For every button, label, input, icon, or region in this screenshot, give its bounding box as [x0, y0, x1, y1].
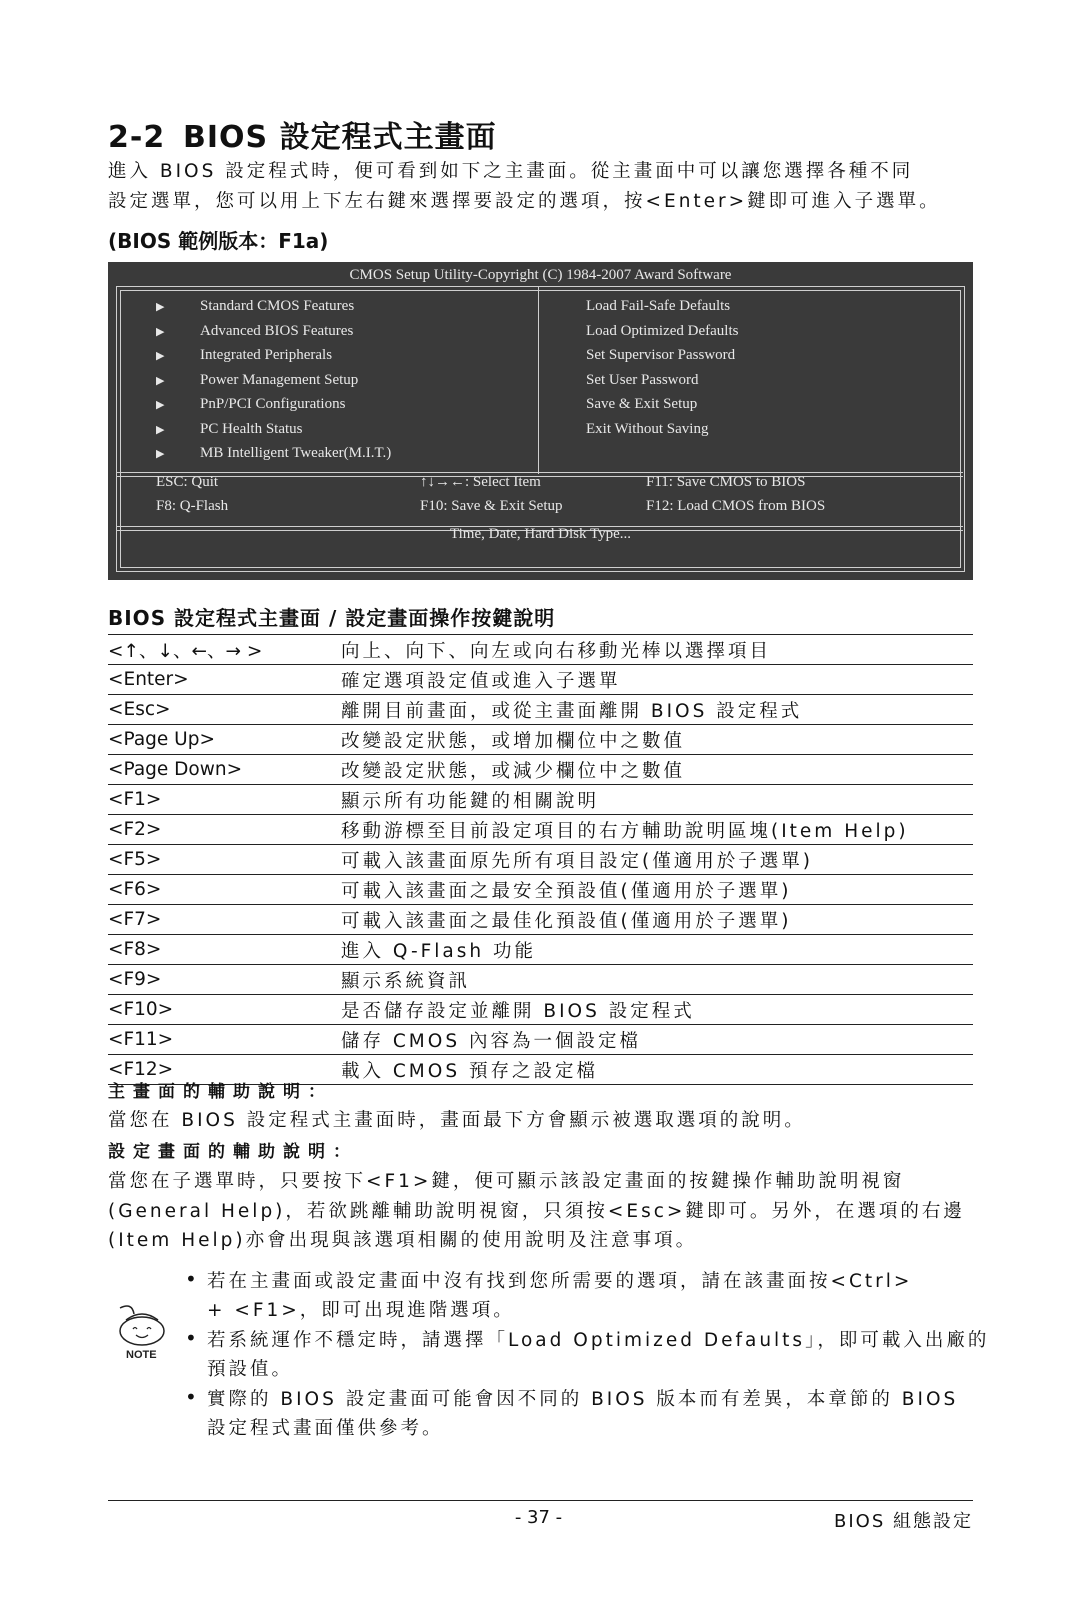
triangle-right-icon: ▶ — [156, 350, 165, 362]
intro-line-1: 進入 BIOS 設定程式時，便可看到如下之主畫面。從主畫面中可以讓您選擇各種不同 — [108, 161, 914, 182]
key-cell: <F10> — [108, 995, 341, 1025]
key-cell: <F1> — [108, 785, 341, 815]
table-row — [108, 845, 973, 875]
table-row — [108, 665, 973, 695]
table-row — [108, 785, 973, 815]
table-row — [108, 1025, 973, 1055]
main-help-text: 當您在 BIOS 設定程式主畫面時，畫面最下方會顯示被選取選項的說明。 — [108, 1110, 806, 1131]
bios-screen-title: CMOS Setup Utility-Copyright (C) 1984-2007 Award Software — [349, 267, 732, 283]
section-number: 2-2 — [108, 120, 166, 155]
section-title-text: BIOS 設定程式主畫面 — [183, 120, 497, 155]
hotkey-select: ↑↓→←: Select Item — [420, 474, 541, 490]
table-row — [108, 695, 973, 725]
bios-menu-item[interactable]: Exit Without Saving — [586, 420, 709, 437]
bullet-icon: • — [185, 1385, 197, 1409]
description-cell: 改變設定狀態，或增加欄位中之數值 — [341, 725, 973, 755]
example-version-label: (BIOS 範例版本：F1a) — [108, 229, 329, 253]
setting-help-line-1: 當您在子選單時，只要按下<F1>鍵，便可顯示該設定畫面的按鍵操作輔助說明視窗 — [108, 1171, 905, 1192]
bios-menu-item[interactable]: ▶ MB Intelligent Tweaker(M.I.T.) — [153, 441, 503, 466]
table-row — [108, 635, 973, 665]
key-cell: <↑、↓、←、→ > — [108, 635, 341, 665]
table-row — [108, 905, 973, 935]
note-2-line-2: 預設值。 — [207, 1359, 294, 1380]
bios-divider-1 — [116, 472, 963, 473]
table-row — [108, 935, 973, 965]
key-cell: <F2> — [108, 815, 341, 845]
note-1-line-2: + <F1>，即可出現進階選項。 — [207, 1300, 515, 1321]
key-cell: <F8> — [108, 935, 341, 965]
key-cell: <F9> — [108, 965, 341, 995]
bios-menu-item[interactable]: ▶ PnP/PCI Configurations — [153, 392, 503, 417]
triangle-right-icon: ▶ — [156, 423, 165, 436]
bios-menu-item[interactable]: ▶ Standard CMOS Features — [153, 294, 503, 319]
bios-menu-item[interactable]: ▶ Integrated Peripherals — [153, 343, 503, 368]
key-cell: <Page Down> — [108, 755, 341, 785]
description-cell: 確定選項設定值或進入子選單 — [341, 665, 973, 695]
bios-status-line: Time, Date, Hard Disk Type... — [449, 526, 632, 542]
description-cell: 顯示所有功能鍵的相關說明 — [341, 785, 973, 815]
key-cell: <F5> — [108, 845, 341, 875]
bios-menu-item[interactable]: Load Optimized Defaults — [586, 322, 739, 339]
table-row — [108, 965, 973, 995]
hotkey-f12: F12: Load CMOS from BIOS — [646, 498, 826, 514]
description-cell: 是否儲存設定並離開 BIOS 設定程式 — [341, 995, 973, 1025]
bullet-icon: • — [185, 1326, 197, 1350]
description-cell: 可載入該畫面之最安全預設值(僅適用於子選單) — [341, 875, 973, 905]
description-cell: 儲存 CMOS 內容為一個設定檔 — [341, 1025, 973, 1055]
triangle-right-icon: ▶ — [156, 325, 165, 338]
key-cell: <F7> — [108, 905, 341, 935]
bios-menu-item[interactable]: Save & Exit Setup — [586, 396, 698, 412]
section-title — [108, 112, 497, 156]
table-row — [108, 725, 973, 755]
key-cell: <F6> — [108, 875, 341, 905]
bios-screen — [108, 262, 973, 580]
setting-help-line-2: (General Help)，若欲跳離輔助說明視窗，只須按<Esc>鍵即可。另外，在選項的右邊 — [108, 1201, 965, 1222]
hotkey-f8: F8: Q-Flash — [156, 498, 229, 514]
bullet-icon: • — [185, 1267, 197, 1291]
bios-menu-item[interactable]: ▶ Power Management Setup — [153, 368, 503, 393]
table-row — [108, 995, 973, 1025]
hotkey-f10: F10: Save & Exit Setup — [420, 498, 563, 514]
description-cell: 離開目前畫面，或從主畫面離開 BIOS 設定程式 — [341, 695, 973, 725]
triangle-right-icon: ▶ — [156, 374, 165, 387]
triangle-right-icon: ▶ — [156, 301, 165, 313]
note-icon-label: NOTE — [126, 1349, 157, 1360]
page-number: - 37 - — [514, 1507, 563, 1528]
footer-rule — [108, 1500, 973, 1501]
description-cell: 改變設定狀態，或減少欄位中之數值 — [341, 755, 973, 785]
description-cell: 進入 Q-Flash 功能 — [341, 935, 973, 965]
key-cell: <Enter> — [108, 665, 341, 695]
chapter-title: BIOS 組態設定 — [834, 1511, 973, 1532]
note-1-line-1: 若在主畫面或設定畫面中沒有找到您所需要的選項，請在該畫面按<Ctrl> — [207, 1271, 913, 1292]
keys-heading: BIOS 設定程式主畫面 / 設定畫面操作按鍵說明 — [108, 606, 556, 630]
setting-help-heading: 設定畫面的輔助說明： — [108, 1142, 358, 1162]
intro-line-2: 設定選單，您可以用上下左右鍵來選擇要設定的選項，按<Enter>鍵即可進入子選單。 — [108, 191, 941, 212]
key-cell: <F12> — [108, 1055, 341, 1085]
key-cell: <Page Up> — [108, 725, 341, 755]
key-cell: <Esc> — [108, 695, 341, 725]
bios-menu-item[interactable]: Load Fail-Safe Defaults — [586, 298, 731, 314]
description-cell: 向上、向下、向左或向右移動光棒以選擇項目 — [341, 635, 973, 665]
setting-help-line-3: (Item Help)亦會出現與該選項相關的使用說明及注意事項。 — [108, 1230, 698, 1251]
main-help-heading: 主畫面的輔助說明： — [108, 1082, 333, 1102]
hotkey-esc: ESC: Quit — [156, 474, 219, 490]
note-2-line-1: 若系統運作不穩定時，請選擇「Load Optimized Defaults」，即可載入出廠的 — [207, 1330, 990, 1351]
table-row — [108, 815, 973, 845]
description-cell: 可載入該畫面之最佳化預設值(僅適用於子選單) — [341, 905, 973, 935]
bios-menu-item[interactable]: ▶ Advanced BIOS Features — [153, 319, 503, 344]
table-row — [108, 755, 973, 785]
description-cell: 可載入該畫面原先所有項目設定(僅適用於子選單) — [341, 845, 973, 875]
triangle-right-icon: ▶ — [156, 399, 165, 411]
note-3-line-1: 實際的 BIOS 設定畫面可能會因不同的 BIOS 版本而有差異，本章節的 BIOS — [207, 1389, 959, 1410]
bios-left-menu — [153, 294, 503, 466]
bios-menu-item[interactable]: Set Supervisor Password — [586, 347, 736, 363]
note-3-line-2: 設定程式畫面僅供參考。 — [207, 1418, 444, 1439]
description-cell: 移動游標至目前設定項目的右方輔助說明區塊(Item Help) — [341, 815, 973, 845]
description-cell: 顯示系統資訊 — [341, 965, 973, 995]
bios-menu-item[interactable]: ▶ PC Health Status — [153, 417, 503, 442]
key-cell: <F11> — [108, 1025, 341, 1055]
bios-menu-item[interactable]: Set User Password — [586, 371, 699, 388]
bios-menu-divider — [538, 286, 539, 474]
keys-table — [108, 634, 973, 1085]
table-row — [108, 875, 973, 905]
note-icon — [112, 1300, 172, 1360]
bios-right-menu — [586, 294, 946, 441]
description-cell: 載入 CMOS 預存之設定檔 — [341, 1055, 973, 1085]
hotkey-f11: F11: Save CMOS to BIOS — [646, 474, 806, 490]
triangle-right-icon: ▶ — [156, 448, 165, 460]
